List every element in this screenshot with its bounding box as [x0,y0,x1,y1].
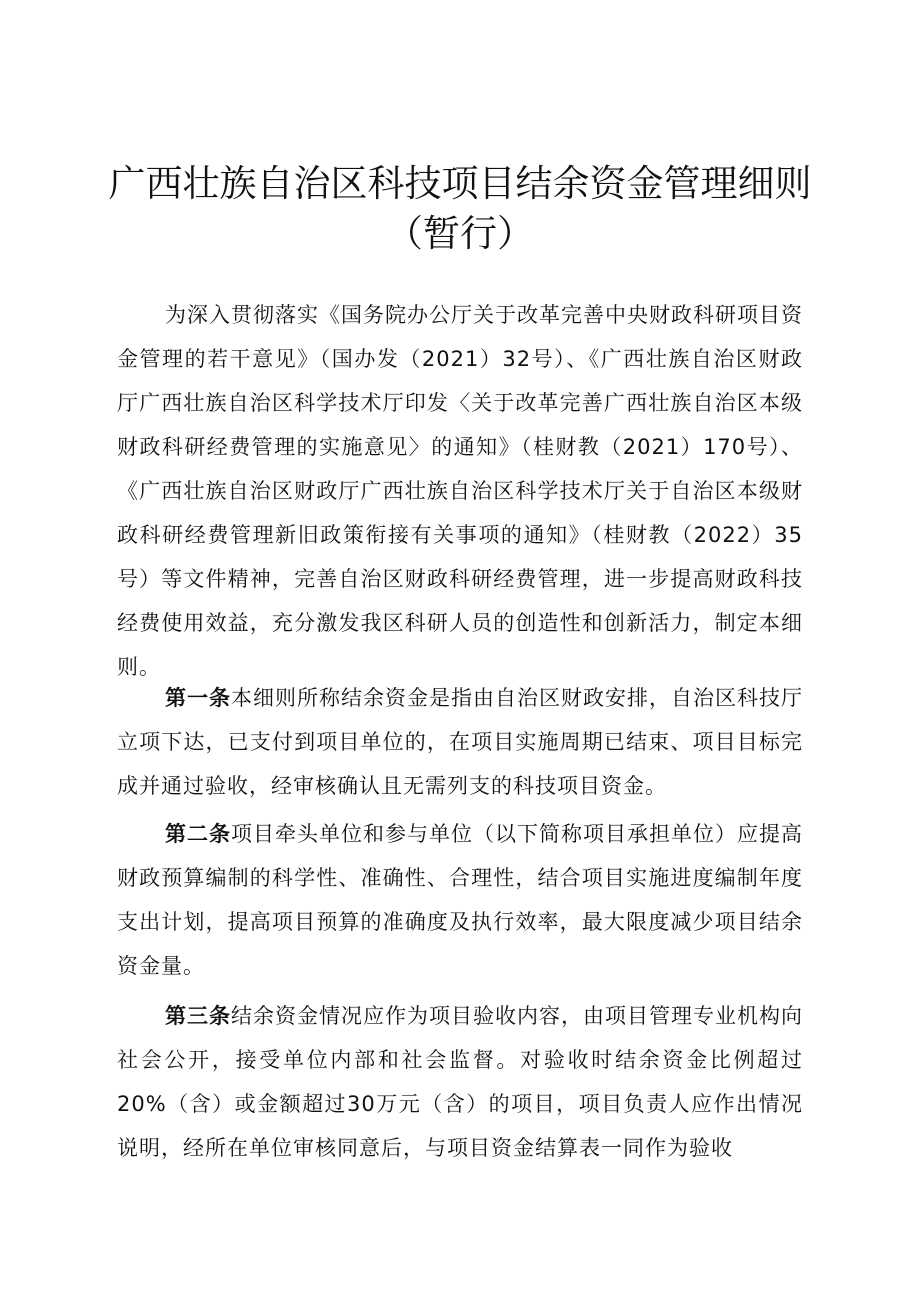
article-3-paragraph [117,994,803,1170]
article-heading: 第三条 [165,1004,231,1028]
article-2-paragraph [117,812,803,988]
preamble-paragraph [117,293,803,689]
paragraph-text: 项目牵头单位和参与单位（以下简称项目承担单位）应提高财政预算编制的科学性、准确性、合理性，结合项目实施进度编制年度支出计划，提高项目预算的准确度及执行效率，最大限度减少项目结余资金量。 [117,822,803,978]
article-heading: 第二条 [165,822,231,846]
document-subtitle: （暂行） [386,212,534,255]
paragraph-text: 结余资金情况应作为项目验收内容，由项目管理专业机构向社会公开，接受单位内部和社会监督。对验收时结余资金比例超过20%（含）或金额超过30万元（含）的项目，项目负责人应作出情况说明，经所在单位审核同意后，与项目资金结算表一同作为验收 [117,1004,803,1160]
article-heading: 第一条 [165,686,231,710]
article-1-paragraph [117,676,803,808]
paragraph-text: 为深入贯彻落实《国务院办公厅关于改革完善中央财政科研项目资金管理的若干意见》（国办发（2021）32号）、《广西壮族自治区财政厅广西壮族自治区科学技术厅印发〈关于改革完善广西壮族自治区本级财政科研经费管理的实施意见〉的通知》（桂财教（2021）170号）、《广西壮族自治区财政厅广西壮族自治区科学技术厅关于自治区本级财政科研经费管理新旧政策衔接有关事项的通知》（桂财教（2022）35号）等文件精神，完善自治区财政科研经费管理，进一步提高财政科技经费使用效益，充分激发我区科研人员的创造性和创新活力，制定本细则。 [117,303,803,679]
document-title: 广西壮族自治区科技项目结余资金管理细则 [108,162,812,205]
paragraph-text: 本细则所称结余资金是指由自治区财政安排，自治区科技厅立项下达，已支付到项目单位的，在项目实施周期已结束、项目目标完成并通过验收，经审核确认且无需列支的科技项目资金。 [117,686,803,798]
